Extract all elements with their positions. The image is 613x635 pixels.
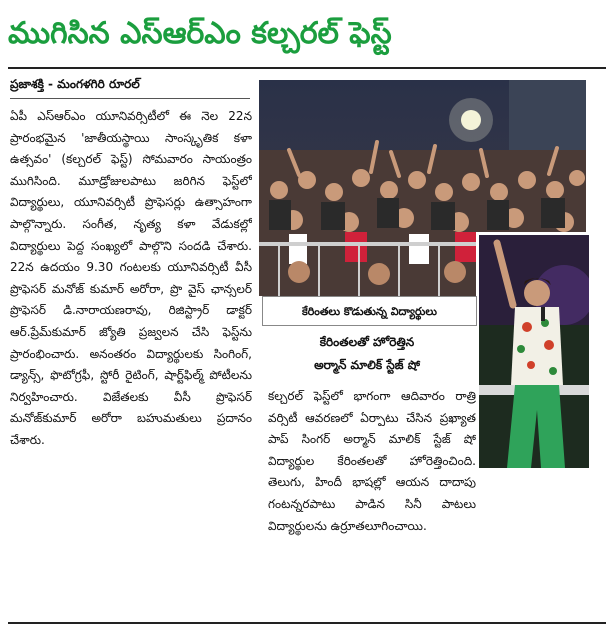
- byline: ప్రజాశక్తి - మంగళగిరి రూరల్: [10, 77, 140, 91]
- singer-photo: [476, 232, 589, 468]
- article-body-right: కల్చరల్ ఫెస్ట్‌లో భాగంగా ఆదివారం రాత్రి వర్సిటీ ఆవరణలో ఏర్పాటు చేసిన ప్రఖ్యాత పాప్ సింగర్ అర్మాన్ మాలిక్ స్టేజ్ షో విద్యార్థుల కేరింతలతో హోరెత్తించింది. తెలుగు, హిందీ భాషల్లో ఆయన దాదాపు గంటన్నరపాటు పాడిన సినీ పాటలు విద్యార్థులను ఉర్రూతలూగించాయి.: [268, 389, 476, 533]
- byline-divider: [10, 98, 250, 99]
- crowd-photo-caption: కేరింతలు కొడుతున్న విద్యార్థులు: [262, 296, 477, 326]
- subheadline-line-1: కేరింతలతో హోరెత్తిన: [319, 335, 415, 349]
- article-body-left: ఏపీ ఎస్ఆర్ఎం యూనివర్సిటీలో ఈ నెల 22న ప్రారంభమైన 'జాతీయస్థాయి సాంస్కృతిక కళా ఉత్సవం' (కల్చరల్ ఫెస్ట్) సోమవారం సాయంత్రం ముగిసింది. మూడ్రోజులపాటు జరిగిన ఫెస్ట్‌లో విద్యార్థులు, యూనివర్సిటీ ప్రొఫెసర్లు ఉత్సాహంగా పాల్గొన్నారు. సంగీత, నృత్య కళా వేడుకల్లో విద్యార్థులు పెద్ద సంఖ్యలో పాల్గొని సందడి చేశారు. 22న ఉదయం 9.30 గంటలకు యూనివర్సిటీ వీసీ ప్రొఫెసర్ మనోజ్ కుమార్ అరోరా, ప్రొ వైస్ ఛాన్సలర్ ప్రొఫెసర్ డి.నారాయణరావు, రిజిస్ట్రార్ డాక్టర్ ఆర్.ప్రేమ్‌కుమార్ జ్యోతి ప్రజ్వలన చేసి ఫెస్ట్‌ను ప్రారంభించారు. అనంతరం విద్యార్థులకు సింగింగ్, డ్యాన్స్, ఫొటోగ్రఫీ, స్టోరీ రైటింగ్, షార్ట్‌ఫిల్మ్ పోటీలను నిర్వహించారు. విజేతలకు వీసీ ప్రొఫెసర్ మనోజ్‌కుమార్ అరోరా బహుమతులు ప్రదానం చేశారు.: [10, 109, 252, 447]
- singer-photo-graphic: [479, 235, 589, 468]
- headline: ముగిసిన ఎస్ఆర్ఎం కల్చరల్ ఫెస్ట్: [8, 16, 392, 51]
- top-divider: [8, 67, 606, 69]
- bottom-divider: [8, 622, 606, 624]
- subheadline-line-2: అర్మాన్ మాలిక్ స్టేజ్ షో: [314, 358, 420, 372]
